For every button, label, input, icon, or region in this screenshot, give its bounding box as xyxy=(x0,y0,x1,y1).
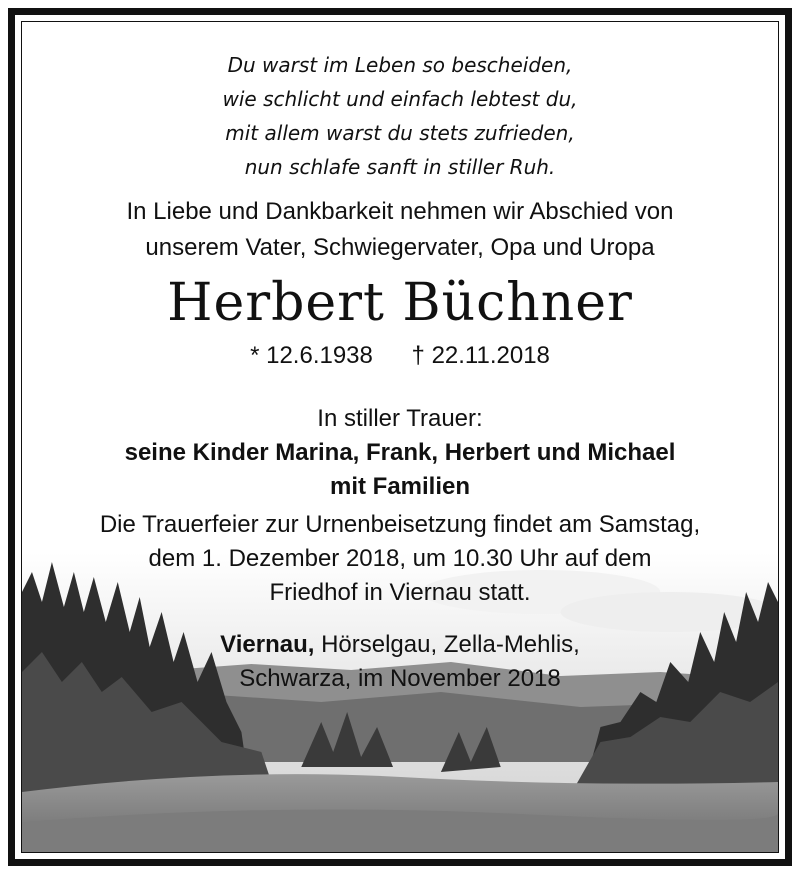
ceremony-line: Friedhof in Viernau statt. xyxy=(269,579,531,606)
place-line xyxy=(22,628,778,662)
poem-line: mit allem warst du stets zufrieden, xyxy=(225,121,575,145)
poem xyxy=(22,48,778,184)
place-first-town: Viernau, xyxy=(220,631,315,658)
place-other-towns: Hörselgau, Zella-Mehlis, xyxy=(314,631,580,658)
mourners-line: mit Familien xyxy=(329,473,471,500)
poem-line: Du warst im Leben so bescheiden, xyxy=(227,53,573,77)
place-line: Schwarza, im November 2018 xyxy=(239,665,561,692)
intro-line: In Liebe und Dankbarkeit nehmen wir Abschied von xyxy=(126,198,674,225)
intro-line: unserem Vater, Schwiegervater, Opa und Uropa xyxy=(145,234,655,261)
mourning-heading: In stiller Trauer: xyxy=(317,405,483,432)
ceremony-line: Die Trauerfeier zur Urnenbeisetzung findet am Samstag, xyxy=(99,511,701,538)
farewell-intro xyxy=(22,194,778,266)
poem-line: nun schlafe sanft in stiller Ruh. xyxy=(244,155,556,179)
ceremony-line: dem 1. Dezember 2018, um 10.30 Uhr auf dem xyxy=(148,545,652,572)
life-dates xyxy=(22,340,778,372)
ceremony-info xyxy=(22,508,778,610)
obituary-notice xyxy=(8,8,792,866)
poem-line: wie schlicht und einfach lebtest du, xyxy=(222,87,578,111)
birth-date: * 12.6.1938 xyxy=(250,342,373,369)
mourners-line: seine Kinder Marina, Frank, Herbert und Michael xyxy=(124,439,676,466)
inner-frame xyxy=(21,21,779,853)
death-date: † 22.11.2018 xyxy=(411,342,550,369)
deceased-name: Herbert Büchner xyxy=(167,273,633,333)
mourners-block xyxy=(22,402,778,504)
place-and-date xyxy=(22,628,778,696)
